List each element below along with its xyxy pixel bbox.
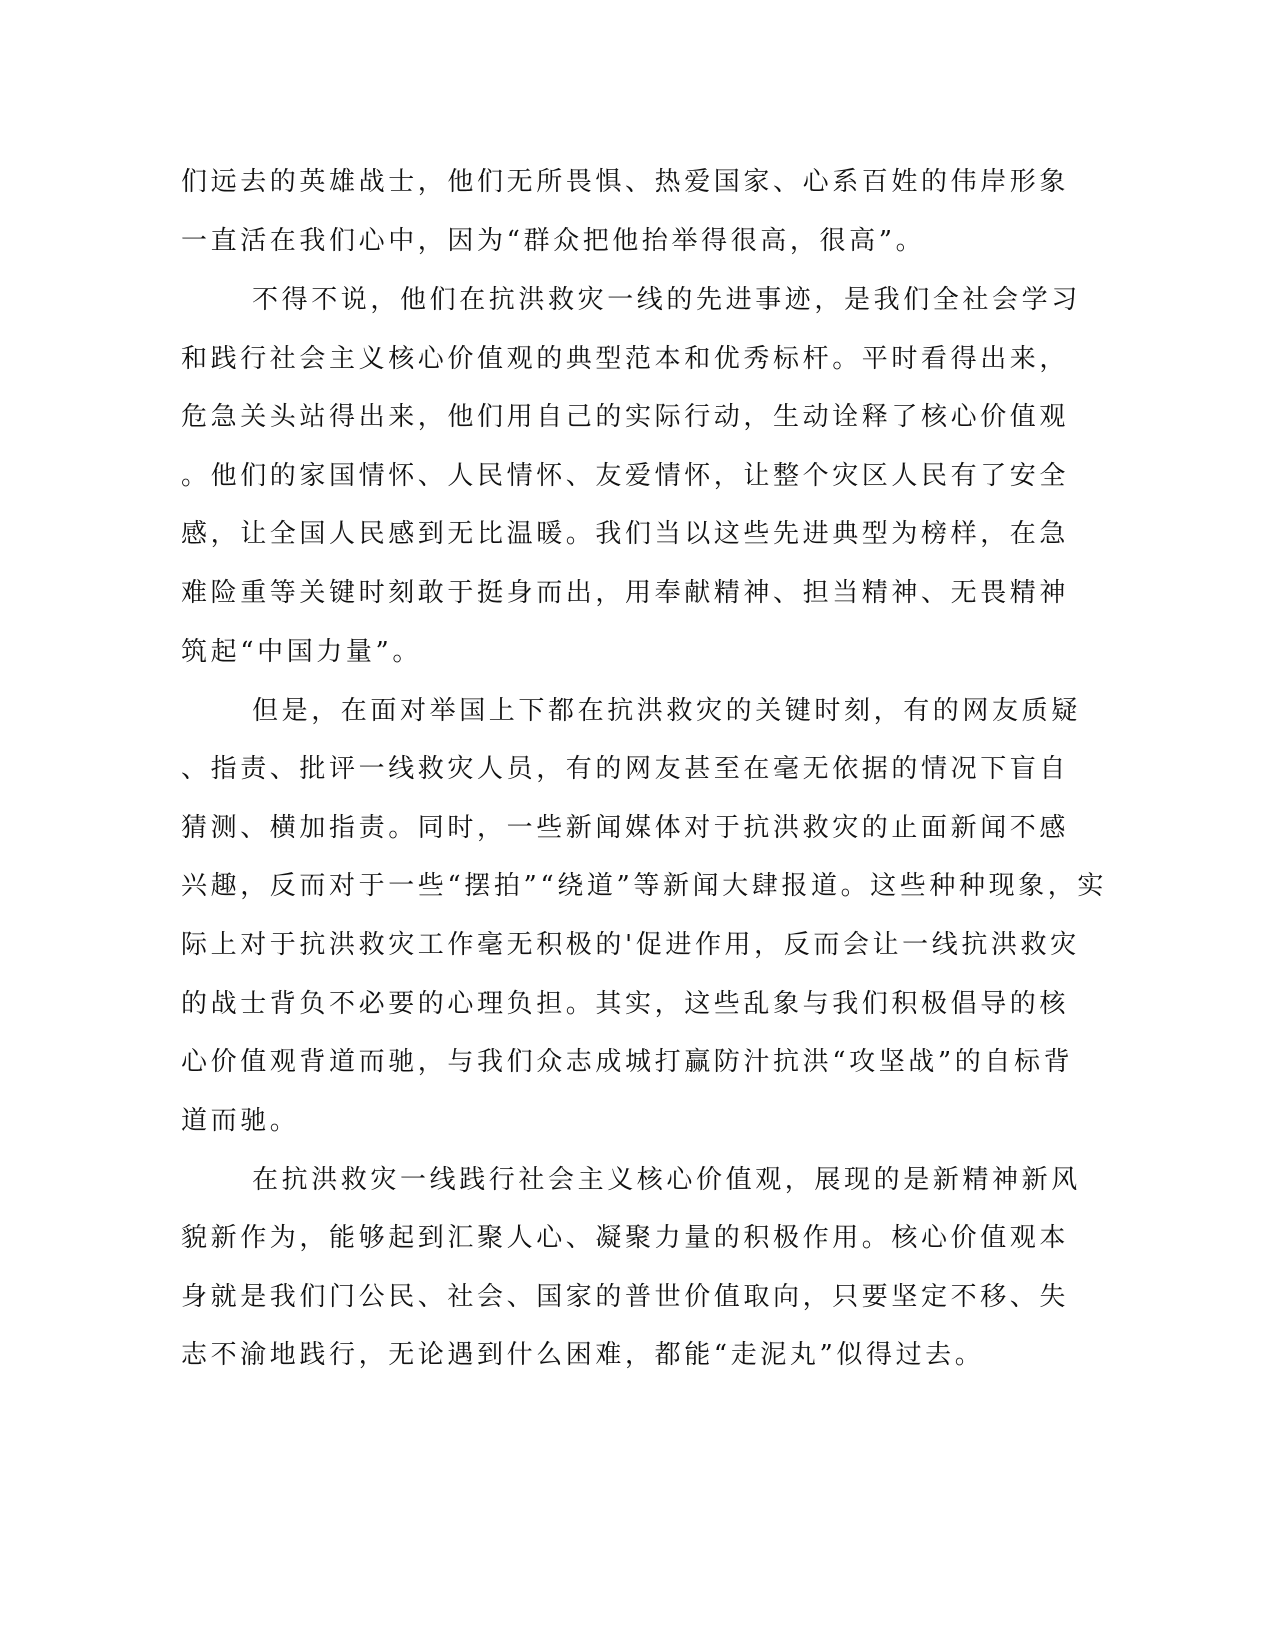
text-line: 一直活在我们心中，因为“群众把他抬举得很高，很高”。 [181,226,926,256]
text-line: 难险重等关键时刻敢于挺身而出，用奉献精神、担当精神、无畏精神 [181,578,1070,608]
text-line: 不得不说，他们在抗洪救灾一线的先进事迹，是我们全社会学习 [252,285,1081,315]
text-line: 兴趣，反而对于一些“摆拍”“绕道”等新闻大肆报道。这些种种现象，实 [181,871,1107,901]
text-line: 们远去的英雄战士，他们无所畏惧、热爱国家、心系百姓的伟岸形象 [181,167,1070,197]
text-line: 心价值观背道而驰，与我们众志成城打赢防汁抗洪“攻坚战”的自标背 [181,1047,1074,1077]
text-line: 。他们的家国情怀、人民情怀、友爱情怀，让整个灾区人民有了安全 [181,461,1070,491]
text-line: 和践行社会主义核心价值观的典型范本和优秀标杆。平时看得出来， [181,344,1070,374]
text-line: 猜测、横加指责。同时，一些新闻媒体对于抗洪救灾的止面新闻不感 [181,813,1070,843]
text-line: 的战士背负不必要的心理负担。其实，这些乱象与我们积极倡导的核 [181,989,1070,1019]
text-line: 志不渝地践行，无论遇到什么困难，都能“走泥丸”似得过去。 [181,1340,985,1370]
text-line: 道而驰。 [181,1106,300,1136]
text-line: 危急关头站得出来，他们用自己的实际行动，生动诠释了核心价值观 [181,402,1070,432]
text-line: 在抗洪救灾一线践行社会主义核心价值观，展现的是新精神新风 [252,1165,1081,1195]
text-line: 、指责、批评一线救灾人员，有的网友甚至在毫无依据的情况下盲自 [181,754,1070,784]
text-line: 但是，在面对举国上下都在抗洪救灾的关键时刻，有的网友质疑 [252,696,1081,726]
text-line: 际上对于抗洪救灾工作毫无积极的'促进作用，反而会让一线抗洪救灾 [181,930,1080,960]
text-line: 貌新作为，能够起到汇聚人心、凝聚力量的积极作用。核心价值观本 [181,1223,1070,1253]
text-line: 筑起“中国力量”。 [181,637,422,667]
text-line: 身就是我们门公民、社会、国家的普世价值取向，只要坚定不移、失 [181,1282,1070,1312]
text-line: 感，让全国人民感到无比温暖。我们当以这些先进典型为榜样，在急 [181,519,1070,549]
